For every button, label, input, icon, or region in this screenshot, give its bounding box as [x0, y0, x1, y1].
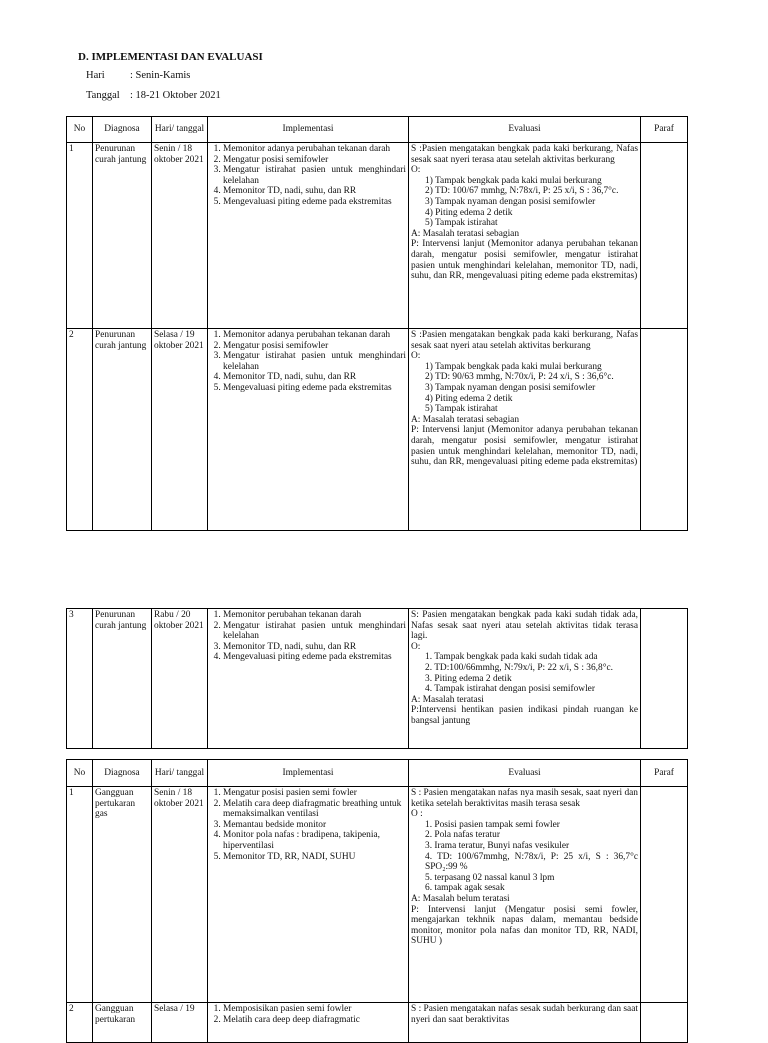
- row-tanggal: Selasa / 19: [154, 1004, 195, 1014]
- evaluasi-line: 3) Tampak nyaman dengan posisi semifowler: [425, 196, 596, 207]
- paraf-cell: [641, 329, 688, 531]
- table-implementasi-3: [66, 759, 688, 1043]
- row-diagnosa: Penurunan curah jantung: [95, 610, 147, 631]
- col-paraf: Paraf: [641, 117, 688, 143]
- col-implementasi: Implementasi: [208, 760, 409, 787]
- section-heading: D. IMPLEMENTASI DAN EVALUASI: [78, 51, 263, 63]
- row-no: 2: [69, 1004, 74, 1014]
- evaluasi-line: 5) Tampak istirahat: [425, 404, 498, 415]
- evaluasi-line: S :Pasien mengatakan bengkak pada kaki berkurang, Nafas sesak saat nyeri atau setelah aktivitas berkurang: [411, 330, 638, 351]
- table-row: [67, 1003, 688, 1043]
- evaluasi-line: O:: [411, 351, 421, 362]
- row-tanggal: Senin / 18 oktober 2021: [154, 788, 204, 809]
- implementasi-item: 1. Memonitor adanya perubahan tekanan darah: [223, 330, 406, 341]
- implementasi-list: [210, 1004, 406, 1025]
- table-implementasi-2: [66, 608, 688, 749]
- implementasi-list: [210, 610, 406, 663]
- row-diagnosa: Penurunan curah jantung: [95, 330, 147, 351]
- col-no: No: [67, 760, 93, 787]
- evaluasi-line: A: Masalah belum teratasi: [411, 893, 510, 904]
- implementasi-item: 1. Memonitor adanya perubahan tekanan darah: [223, 144, 406, 155]
- evaluasi-line: 2) TD: 100/67 mmhg, N:78x/i, P: 25 x/i, S : 36,7°c.: [425, 186, 619, 197]
- evaluasi-line: 4) Piting edema 2 detik: [425, 207, 513, 218]
- implementasi-list: [210, 144, 406, 208]
- implementasi-item: 3. Memonitor TD, nadi, suhu, dan RR: [223, 642, 406, 653]
- paraf-cell: [641, 1003, 688, 1043]
- evaluasi-line: P: Intervensi lanjut (Mengatur posisi semi fowler, mengajarkan tekhnik napas dalam, memantau bedside monitor, monitor pola nafas dan monitor TD, RR, NADI, SUHU ): [411, 904, 638, 947]
- implementasi-item: 3. Memantau bedside monitor: [223, 820, 406, 831]
- paraf-cell: [641, 787, 688, 1003]
- evaluasi-line: A: Masalah teratasi sebagian: [411, 414, 520, 425]
- implementasi-item: 4. Memonitor TD, nadi, suhu, dan RR: [223, 186, 406, 197]
- evaluasi-line: P: Intervensi lanjut (Memonitor adanya perubahan tekanan darah, mengatur posisi semifowler, mengatur istirahat pasien untuk menghindari kelelahan, memonitor TD, nadi, suhu, dan RR, mengevaluasi piting edeme pada ekstremitas): [411, 239, 638, 282]
- evaluasi-line: S :Pasien mengatakan bengkak pada kaki berkurang, Nafas sesak saat nyeri terasa atau setelah aktivitas berkurang: [411, 144, 638, 165]
- row-diagnosa: Gangguan pertukaran: [95, 1004, 136, 1025]
- evaluasi-line: O :: [411, 809, 423, 820]
- evaluasi-line: 3. Irama teratur, Bunyi nafas vesikuler: [425, 840, 570, 851]
- evaluasi-line: 6. tampak agak sesak: [425, 883, 505, 894]
- implementasi-item: 1. Memposisikan pasien semi fowler: [223, 1004, 406, 1015]
- table-header-row: [67, 760, 688, 787]
- paraf-cell: [641, 143, 688, 329]
- evaluasi-line: A: Masalah teratasi sebagian: [411, 228, 520, 239]
- table-row: [67, 329, 688, 531]
- evaluasi-line: 4. Tampak istirahat dengan posisi semifowler: [425, 684, 595, 695]
- implementasi-list: [210, 330, 406, 394]
- evaluasi-line: 4. TD: 100/67mmhg, N:78x/i, P: 25 x/i, S : 36,7°c SPO₂:99 %: [425, 851, 638, 873]
- evaluasi-line: 1. Posisi pasien tampak semi fowler: [425, 819, 560, 830]
- implementasi-item: 1. Mengatur posisi pasien semi fowler: [223, 788, 406, 799]
- row-no: 2: [69, 330, 74, 340]
- evaluasi-line: A: Masalah teratasi: [411, 694, 484, 705]
- evaluasi-cell: [411, 330, 638, 528]
- evaluasi-line: 5. terpasang 02 nassal kanul 3 lpm: [425, 872, 555, 883]
- row-no: 1: [69, 788, 74, 798]
- col-implementasi: Implementasi: [208, 117, 409, 143]
- col-diagnosa: Diagnosa: [93, 117, 152, 143]
- evaluasi-line: 1) Tampak bengkak pada kaki mulai berkurang: [425, 175, 602, 186]
- paraf-cell: [641, 609, 688, 749]
- implementasi-item: 3. Mengatur istirahat pasien untuk menghindari kelelahan: [223, 165, 406, 186]
- implementasi-item: 4. Mengevaluasi piting edeme pada ekstremitas: [223, 652, 406, 663]
- evaluasi-line: 3) Tampak nyaman dengan posisi semifowler: [425, 382, 596, 393]
- implementasi-item: 2. Mengatur posisi semifowler: [223, 155, 406, 166]
- evaluasi-cell: [411, 610, 638, 746]
- evaluasi-line: 1) Tampak bengkak pada kaki mulai berkurang: [425, 361, 602, 372]
- row-tanggal: Rabu / 20 oktober 2021: [154, 610, 204, 631]
- evaluasi-line: O:: [411, 641, 421, 652]
- implementasi-item: 5. Memonitor TD, RR, NADI, SUHU: [223, 852, 406, 863]
- row-tanggal: Selasa / 19 oktober 2021: [154, 330, 204, 351]
- col-evaluasi: Evaluasi: [409, 117, 641, 143]
- evaluasi-line: S: Pasien mengatakan bengkak pada kaki sudah tidak ada, Nafas sesak saat nyeri atau setelah aktivitas tidak terasa lagi.: [411, 610, 638, 642]
- evaluasi-line: P: Intervensi lanjut (Memonitor adanya perubahan tekanan darah, mengatur posisi semifowler, mengatur istirahat pasien untuk menghindari kelelahan, memonitor TD, nadi, suhu, dan RR, mengevaluasi piting edeme pada ekstremitas): [411, 425, 638, 468]
- evaluasi-line: P:Intervensi hentikan pasien indikasi pindah ruangan ke bangsal jantung: [411, 705, 638, 726]
- evaluasi-line: 3. Piting edema 2 detik: [425, 673, 512, 684]
- col-evaluasi: Evaluasi: [409, 760, 641, 787]
- implementasi-item: 2. Mengatur istirahat pasien untuk menghindari kelelahan: [223, 621, 406, 642]
- row-diagnosa: Gangguan pertukaran gas: [95, 788, 136, 820]
- col-tanggal: Hari/ tanggal: [152, 760, 208, 787]
- evaluasi-line: 2. Pola nafas teratur: [425, 830, 500, 841]
- info-tanggal: Tanggal : 18-21 Oktober 2021: [86, 90, 221, 101]
- row-no: 1: [69, 144, 74, 154]
- evaluasi-line: 4) Piting edema 2 detik: [425, 393, 513, 404]
- col-diagnosa: Diagnosa: [93, 760, 152, 787]
- col-no: No: [67, 117, 93, 143]
- col-paraf: Paraf: [641, 760, 688, 787]
- row-no: 3: [69, 610, 74, 620]
- evaluasi-line: 1. Tampak bengkak pada kaki sudah tidak ada: [425, 652, 598, 663]
- implementasi-item: 5. Mengevaluasi piting edeme pada ekstremitas: [223, 383, 406, 394]
- evaluasi-cell: [411, 1004, 638, 1040]
- row-diagnosa: Penurunan curah jantung: [95, 144, 147, 165]
- evaluasi-line: 5) Tampak istirahat: [425, 218, 498, 229]
- table-row: [67, 787, 688, 1003]
- col-tanggal: Hari/ tanggal: [152, 117, 208, 143]
- table-implementasi-1: [66, 116, 688, 531]
- implementasi-item: 4. Monitor pola nafas : bradipena, takipenia, hiperventilasi: [223, 830, 406, 851]
- table-row: [67, 609, 688, 749]
- info-hari: Hari : Senin-Kamis: [86, 70, 191, 81]
- implementasi-item: 2. Melatih cara deep deep diafragmatic: [223, 1015, 406, 1026]
- evaluasi-cell: [411, 144, 638, 326]
- evaluasi-line: O:: [411, 165, 421, 176]
- evaluasi-cell: [411, 788, 638, 1000]
- table-header-row: [67, 117, 688, 143]
- evaluasi-line: 2) TD: 90/63 mmhg, N:70x/i, P: 24 x/i, S : 36,6°c.: [425, 372, 614, 383]
- implementasi-item: 1. Memonitor perubahan tekanan darah: [223, 610, 406, 621]
- implementasi-item: 2. Melatih cara deep diafragmatic breathing untuk memaksimalkan ventilasi: [223, 799, 406, 820]
- evaluasi-line: 2. TD:100/66mmhg, N:79x/i, P: 22 x/i, S : 36,8°c.: [425, 662, 613, 673]
- implementasi-item: 5. Mengevaluasi piting edeme pada ekstremitas: [223, 197, 406, 208]
- implementasi-item: 4. Memonitor TD, nadi, suhu, dan RR: [223, 372, 406, 383]
- implementasi-item: 2. Mengatur posisi semifowler: [223, 341, 406, 352]
- implementasi-list: [210, 788, 406, 862]
- table-row: [67, 143, 688, 329]
- row-tanggal: Senin / 18 oktober 2021: [154, 144, 204, 165]
- evaluasi-line: S : Pasien mengatakan nafas sesak sudah berkurang dan saat nyeri dan saat beraktivitas: [411, 1004, 638, 1025]
- implementasi-item: 3. Mengatur istirahat pasien untuk menghindari kelelahan: [223, 351, 406, 372]
- evaluasi-line: S : Pasien mengatakan nafas nya masih sesak, saat nyeri dan ketika setelah beraktivitas masih terasa sesak: [411, 788, 638, 809]
